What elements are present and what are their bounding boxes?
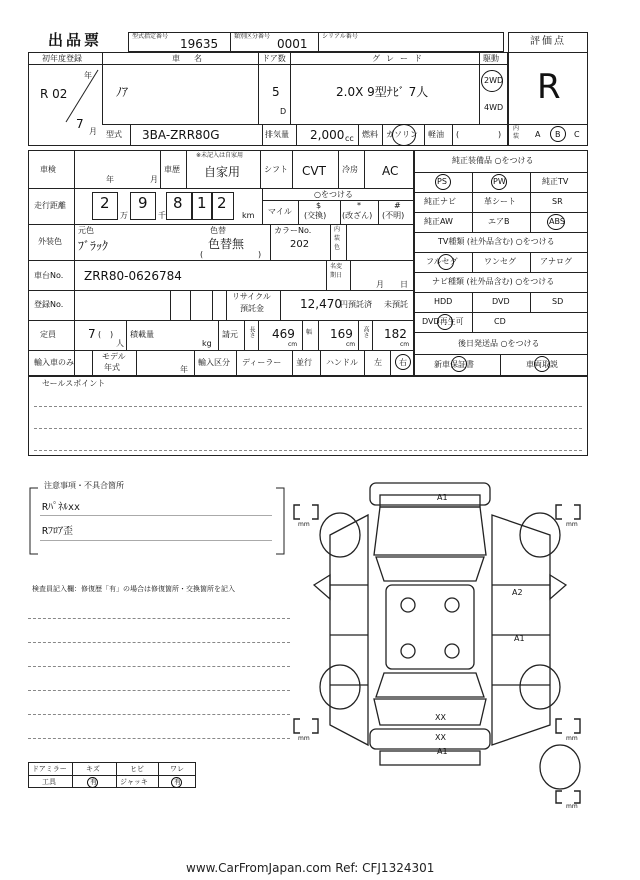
inspector-note: 検査員記入欄：修復歴「有」の場合は修復箇所・交換箇所を記入: [32, 585, 235, 593]
equip-ps: PS: [437, 177, 447, 186]
type-no-value: 19635: [180, 37, 219, 51]
equip-airbag: エアB: [488, 217, 510, 226]
drive-4wd: 4WD: [484, 103, 504, 112]
nav-dvd: DVD: [492, 297, 510, 306]
equip-nav: 純正ナビ: [424, 197, 456, 206]
interior-label-2: 装: [513, 133, 520, 140]
watermark: www.CarFromJapan.com Ref: CFJ1324301: [186, 861, 435, 875]
legend-jack: ジャッキ: [120, 778, 148, 786]
first-reg-year: R 02: [40, 87, 68, 101]
load-unit: kg: [202, 339, 212, 348]
mileage-label: 走行距離: [34, 201, 66, 210]
equip-abs: ABS: [549, 217, 565, 226]
equip-abs-circle: [547, 214, 565, 230]
displacement-value: 2,000: [310, 128, 345, 142]
orig-color-label: 元色: [78, 226, 94, 235]
fuel-bracket: (: [456, 130, 460, 139]
history-note: ※未記入は自家用: [196, 152, 244, 159]
mileage-digit-2: 9: [138, 194, 148, 212]
exterior-color-label: 外装色: [38, 237, 62, 246]
document-title: 出品票: [48, 31, 103, 49]
grade-value: 2.0X 9型ﾅﾋﾞ 7人: [336, 85, 429, 99]
class-no-label: 類別区分番号: [234, 33, 271, 40]
caution-bracket: [28, 486, 286, 556]
tv-oneseg: ワンセグ: [484, 257, 516, 266]
tv-fullseg-circle: [438, 254, 454, 270]
paint-label: 色替: [210, 226, 226, 235]
nav-title: ナビ種類 (社外品含む) ○をつける: [432, 277, 555, 286]
fuel-diesel: 軽油: [428, 130, 444, 139]
score-label: 評価点: [530, 36, 566, 47]
spec-grid: [28, 150, 414, 376]
caution-line-1: Rﾊﾟﾈﾙxx: [42, 502, 81, 513]
capacity-value: 7: [88, 327, 96, 341]
type-no-label: 型式指定番号: [132, 33, 169, 40]
car-name-label: 車名: [172, 54, 216, 63]
handle-left: 左: [374, 358, 382, 367]
change-month-unit: 月: [376, 280, 384, 289]
mileage-unit-km: km: [242, 211, 255, 220]
alter-label: (改ざん): [342, 211, 373, 220]
mm-rear-right: mm: [566, 735, 578, 742]
first-reg-month: 7: [76, 117, 84, 131]
model-label: 型式: [106, 130, 122, 139]
ac-value: AC: [382, 164, 399, 178]
handle-right: 右: [399, 358, 407, 367]
exterior-color-value: ﾌﾞﾗｯｸ: [78, 239, 109, 253]
model-value: 3BA-ZRR80G: [142, 128, 220, 142]
equip-pw-circle: [491, 174, 507, 190]
unknown-label: (不明): [382, 211, 405, 220]
chassis-value: ZRR80-0626784: [84, 269, 182, 283]
serial-no-label: シリアル番号: [322, 33, 358, 40]
height-unit: cm: [400, 341, 410, 348]
recycle-amount: 12,470: [300, 297, 342, 311]
grade-label: グレード: [372, 54, 428, 63]
length-label: 長さ: [248, 326, 255, 338]
nav-dvd-play-circle: [437, 314, 453, 330]
dealer-option: ディーラー: [242, 358, 282, 367]
mm-rear-left: mm: [298, 735, 310, 742]
tv-title: TV種類 (社外品含む) ○をつける: [438, 237, 555, 246]
damage-right-rear-panel: A2: [512, 588, 523, 597]
equip-aw: 純正AW: [424, 217, 453, 226]
recycle-label-1: リサイクル: [232, 292, 271, 301]
later-warranty: 新車保証書: [434, 360, 474, 369]
drive-2wd: 2WD: [484, 76, 504, 85]
tv-fullseg: フルセグ: [426, 257, 458, 266]
sales-point-label: セールスポイント: [42, 379, 106, 388]
width-unit: cm: [346, 341, 356, 348]
handle-label: ハンドル: [326, 358, 358, 367]
int-color-label-3: 色: [334, 244, 341, 251]
later-manual-circle: [534, 356, 550, 372]
nav-dvd-play: DVD再生可: [422, 317, 464, 326]
change-label-2: 期日: [330, 272, 343, 279]
legend-break: ワレ: [170, 765, 184, 773]
damage-right-side: A1: [514, 634, 525, 643]
import-label: 輸入車のみ: [34, 358, 74, 367]
parallel-option: 並行: [296, 358, 312, 367]
score-value: R: [537, 67, 561, 107]
capacity-label: 定員: [40, 330, 56, 339]
capacity-unit: 人: [116, 339, 124, 348]
later-title: 後日発送品 ○をつける: [458, 339, 540, 348]
equip-sr: SR: [552, 197, 563, 206]
equip-tv: 純正TV: [542, 177, 569, 186]
handle-right-circle: [395, 354, 411, 370]
length-value: 469: [272, 327, 295, 341]
model-year-unit: 年: [180, 365, 188, 374]
later-warranty-circle: [451, 356, 467, 372]
damage-rear-hatch: XX: [435, 713, 446, 722]
legend-tool: 工具: [42, 778, 56, 786]
damage-front-bumper: A1: [437, 493, 448, 502]
tv-analog: アナログ: [540, 257, 572, 266]
change-day-unit: 日: [400, 280, 408, 289]
model-year-label-1: モデル: [102, 352, 126, 361]
nav-cd: CD: [494, 317, 506, 326]
drive-label: 駆動: [483, 54, 499, 63]
load-label: 積載量: [130, 330, 154, 339]
equipment-title: 純正装備品 ○をつける: [452, 156, 534, 165]
alter-symbol: *: [357, 201, 361, 210]
mileage-digit-5: 2: [217, 194, 227, 212]
fuel-label: 燃料: [362, 130, 378, 139]
paint-value: 色替無: [208, 237, 245, 251]
mileage-digit-3: 8: [173, 194, 183, 212]
paint-bracket: (: [200, 250, 204, 259]
legend-tool-circle: [87, 777, 98, 788]
equip-ps-circle: [435, 174, 451, 190]
mileage-digit-1: 2: [100, 194, 110, 212]
year-unit: 年: [84, 71, 92, 80]
height-label: 高さ: [362, 326, 369, 338]
length-unit: cm: [288, 341, 298, 348]
change-label-1: 名変: [330, 263, 343, 270]
fuel-gasoline: ガソリン: [386, 130, 418, 139]
interior-c: C: [574, 130, 580, 139]
car-name-value: ﾉｱ: [116, 85, 129, 99]
inspection-month-unit: 月: [150, 175, 158, 184]
capacity-paren-close: ): [110, 330, 114, 339]
later-manual: 車両取説: [526, 360, 558, 369]
history-value: 自家用: [204, 165, 241, 179]
nav-sd: SD: [552, 297, 564, 306]
equip-pw: PW: [493, 177, 506, 186]
capacity-paren: (: [98, 330, 102, 339]
caution-label: 注意事項・不具合箇所: [44, 481, 124, 490]
mile-label: マイル: [268, 207, 292, 216]
unknown-symbol: #: [394, 201, 401, 210]
interior-a: A: [535, 130, 541, 139]
mileage-unit-man: 万: [120, 211, 128, 220]
mile-note: ○をつける: [314, 190, 353, 199]
req-label: 請元: [222, 330, 238, 339]
paint-bracket-close: ): [258, 250, 262, 259]
interior-b: B: [555, 130, 561, 139]
equip-leather: 革シート: [484, 197, 516, 206]
caution-line-2: Rﾌﾛｱ歪: [42, 526, 74, 537]
recycle-label-2: 預託金: [240, 304, 264, 313]
doors-label: ドア数: [262, 54, 286, 63]
first-reg-slash: [62, 68, 102, 124]
damage-rear-lower: A1: [437, 747, 448, 756]
damage-rear-bumper: XX: [435, 733, 446, 742]
mileage-unit-sen: 千: [158, 211, 166, 220]
int-color-label-1: 内: [334, 226, 341, 233]
legend-mirror: ドアミラー: [32, 765, 67, 773]
cc-unit: cc: [345, 134, 354, 143]
shift-label: シフト: [264, 165, 288, 174]
nav-hdd: HDD: [434, 297, 453, 306]
interior-b-circle: [550, 126, 566, 142]
import-kind-label: 輸入区分: [198, 358, 230, 367]
shift-value: CVT: [302, 164, 326, 178]
color-no-value: 202: [290, 239, 310, 250]
color-no-label: カラーNo.: [274, 226, 312, 235]
width-value: 169: [330, 327, 353, 341]
inspection-label: 車検: [40, 165, 56, 174]
class-no-value: 0001: [277, 37, 308, 51]
ac-label: 冷房: [342, 165, 358, 174]
fuel-bracket-close: ): [498, 130, 502, 139]
mm-spare: mm: [566, 803, 578, 810]
doors-value: 5: [272, 85, 280, 99]
inspection-year-unit: 年: [106, 175, 114, 184]
recycle-status: 円預託済: [340, 300, 372, 309]
swap-symbol: $: [316, 201, 322, 210]
mileage-digit-4: 1: [197, 194, 207, 212]
drive-2wd-circle: [481, 70, 503, 92]
mm-front-right: mm: [566, 521, 578, 528]
history-label: 車歴: [164, 165, 180, 174]
legend-crack: ヒビ: [130, 765, 144, 773]
model-year-label-2: 年式: [104, 363, 120, 372]
displacement-label: 排気量: [265, 130, 289, 139]
legend-jack-has: 有: [174, 778, 181, 786]
sales-point-box: [28, 376, 588, 456]
mm-front-left: mm: [298, 521, 310, 528]
int-color-label-2: 装: [334, 235, 341, 242]
width-label: 幅: [306, 329, 313, 336]
door-suffix: D: [280, 107, 287, 116]
reg-label: 登録No.: [34, 300, 64, 309]
height-value: 182: [384, 327, 407, 341]
interior-label-1: 内: [513, 125, 520, 132]
chassis-label: 車台No.: [34, 271, 64, 280]
month-unit: 月: [89, 127, 97, 136]
legend-tool-has: 有: [90, 778, 97, 786]
legend-scratch: キズ: [86, 765, 100, 773]
swap-label: (交換): [304, 211, 327, 220]
first-reg-label: 初年度登録: [42, 54, 82, 63]
legend-jack-circle: [171, 777, 182, 788]
fuel-gasoline-circle: [392, 124, 416, 146]
recycle-none: 未預託: [384, 300, 408, 309]
